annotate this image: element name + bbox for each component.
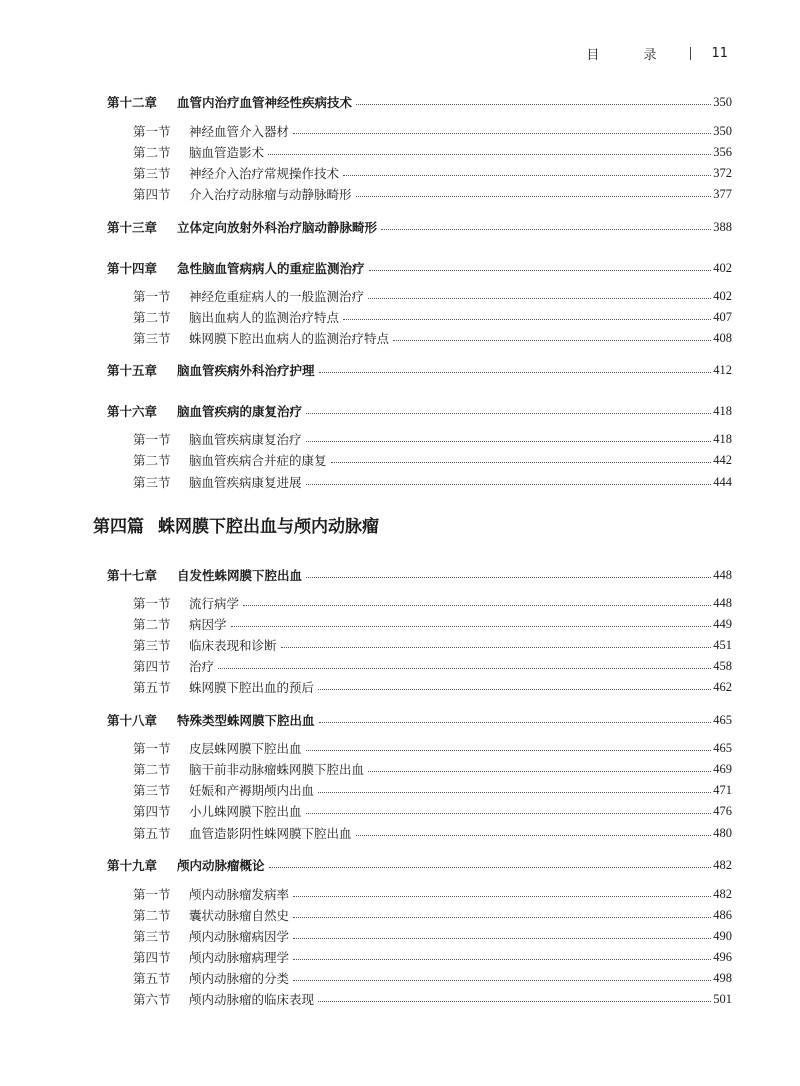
toc-section-entry — [0, 968, 800, 988]
toc-section-entry — [0, 926, 800, 946]
toc-chapter-entry — [0, 92, 800, 112]
entry-title: 颅内动脉瘤的临床表现 — [189, 992, 315, 1007]
part-heading — [93, 512, 379, 537]
entry-title: 颅内动脉瘤概论 — [177, 858, 265, 873]
dot-leader — [306, 413, 711, 414]
dot-leader — [306, 484, 712, 485]
entry-title: 自发性蛛网膜下腔出血 — [177, 568, 303, 583]
entry-number: 第六节 — [133, 992, 171, 1007]
entry-page-number: 350 — [713, 94, 732, 109]
dot-leader — [331, 462, 712, 463]
entry-number: 第二节 — [133, 762, 171, 777]
toc-section-entry — [0, 593, 800, 613]
entry-title: 蛛网膜下腔出血的预后 — [189, 680, 315, 695]
entry-title: 临床表现和诊断 — [189, 638, 277, 653]
dot-leader — [306, 577, 711, 578]
entry-number: 第一节 — [133, 596, 171, 611]
entry-page-number: 486 — [713, 907, 732, 922]
entry-page-number: 465 — [713, 740, 732, 755]
dot-leader — [393, 340, 711, 341]
entry-title: 脑出血病人的监测治疗特点 — [189, 310, 340, 325]
toc-section-entry — [0, 328, 800, 348]
entry-title: 皮层蛛网膜下腔出血 — [189, 741, 302, 756]
toc-section-entry — [0, 677, 800, 697]
part-title: 蛛网膜下腔出血与颅内动脉瘤 — [158, 517, 379, 537]
entry-page-number: 350 — [713, 123, 732, 138]
dot-leader — [381, 229, 711, 230]
dot-leader — [306, 813, 712, 814]
entry-title: 颅内动脉瘤发病率 — [189, 887, 290, 902]
toc-section-entry — [0, 780, 800, 800]
entry-number: 第五节 — [133, 971, 171, 986]
toc-section-entry — [0, 429, 800, 449]
entry-number: 第四节 — [133, 659, 171, 674]
entry-number: 第五节 — [133, 680, 171, 695]
entry-title: 流行病学 — [189, 596, 240, 611]
entry-number: 第五节 — [133, 826, 171, 841]
entry-number: 第四节 — [133, 950, 171, 965]
entry-title: 病因学 — [189, 617, 227, 632]
entry-number: 第十六章 — [107, 404, 158, 419]
header-title: 目 录 — [586, 48, 677, 63]
entry-page-number: 490 — [713, 928, 732, 943]
entry-number: 第二节 — [133, 617, 171, 632]
entry-title: 小儿蛛网膜下腔出血 — [189, 804, 302, 819]
entry-title: 脑血管疾病康复治疗 — [189, 432, 302, 447]
toc-section-entry — [0, 656, 800, 676]
entry-number: 第三节 — [133, 783, 171, 798]
entry-number: 第一节 — [133, 289, 171, 304]
dot-leader — [356, 835, 712, 836]
dot-leader — [293, 938, 711, 939]
toc-chapter-entry — [0, 217, 800, 237]
dot-leader — [293, 959, 711, 960]
entry-title: 血管造影阴性蛛网膜下腔出血 — [189, 826, 352, 841]
entry-title: 蛛网膜下腔出血病人的监测治疗特点 — [189, 331, 390, 346]
entry-page-number: 462 — [713, 679, 732, 694]
entry-number: 第十八章 — [107, 713, 158, 728]
toc-chapter-entry — [0, 855, 800, 875]
part-number: 第四篇 — [93, 517, 144, 537]
entry-number: 第一节 — [133, 887, 171, 902]
toc-section-entry — [0, 884, 800, 904]
entry-page-number: 356 — [713, 144, 732, 159]
entry-number: 第十九章 — [107, 858, 158, 873]
entry-title: 脑血管疾病的康复治疗 — [177, 404, 303, 419]
dot-leader — [243, 605, 711, 606]
running-header — [586, 44, 728, 63]
entry-title: 脑血管疾病康复进展 — [189, 475, 302, 490]
entry-title: 脑血管疾病合并症的康复 — [189, 453, 327, 468]
dot-leader — [319, 722, 712, 723]
entry-title: 神经危重症病人的一般监测治疗 — [189, 289, 365, 304]
dot-leader — [293, 133, 711, 134]
dot-leader — [293, 980, 711, 981]
toc-section-entry — [0, 801, 800, 821]
entry-title: 颅内动脉瘤病理学 — [189, 950, 290, 965]
dot-leader — [281, 647, 712, 648]
entry-number: 第三节 — [133, 929, 171, 944]
entry-page-number: 412 — [713, 362, 732, 377]
dot-leader — [356, 196, 712, 197]
entry-number: 第三节 — [133, 331, 171, 346]
entry-number: 第二节 — [133, 310, 171, 325]
entry-page-number: 408 — [713, 330, 732, 345]
entry-page-number: 451 — [713, 637, 732, 652]
dot-leader — [369, 270, 712, 271]
dot-leader — [368, 771, 711, 772]
dot-leader — [269, 867, 712, 868]
dot-leader — [318, 792, 711, 793]
entry-title: 囊状动脉瘤自然史 — [189, 908, 290, 923]
entry-number: 第十七章 — [107, 568, 158, 583]
dot-leader — [306, 750, 712, 751]
entry-page-number: 480 — [713, 825, 732, 840]
entry-page-number: 449 — [713, 616, 732, 631]
entry-page-number: 407 — [713, 309, 732, 324]
toc-section-entry — [0, 121, 800, 141]
entry-page-number: 388 — [713, 219, 732, 234]
entry-number: 第四节 — [133, 804, 171, 819]
toc-section-entry — [0, 142, 800, 162]
entry-title: 颅内动脉瘤的分类 — [189, 971, 290, 986]
dot-leader — [356, 104, 711, 105]
toc-chapter-entry — [0, 401, 800, 421]
entry-number: 第一节 — [133, 124, 171, 139]
entry-number: 第二节 — [133, 908, 171, 923]
dot-leader — [368, 298, 711, 299]
entry-page-number: 496 — [713, 949, 732, 964]
entry-page-number: 465 — [713, 712, 732, 727]
toc-section-entry — [0, 614, 800, 634]
entry-title: 妊娠和产褥期颅内出血 — [189, 783, 315, 798]
toc-section-entry — [0, 823, 800, 843]
dot-leader — [293, 896, 711, 897]
entry-title: 颅内动脉瘤病因学 — [189, 929, 290, 944]
toc-section-entry — [0, 738, 800, 758]
entry-page-number: 442 — [713, 452, 732, 467]
entry-page-number: 448 — [713, 595, 732, 610]
entry-number: 第二节 — [133, 453, 171, 468]
entry-page-number: 476 — [713, 803, 732, 818]
toc-section-entry — [0, 759, 800, 779]
header-divider — [690, 47, 691, 60]
dot-leader — [268, 154, 711, 155]
entry-page-number: 418 — [713, 403, 732, 418]
entry-page-number: 458 — [713, 658, 732, 673]
dot-leader — [218, 668, 711, 669]
dot-leader — [231, 626, 712, 627]
entry-page-number: 482 — [713, 857, 732, 872]
toc-section-entry — [0, 905, 800, 925]
entry-number: 第一节 — [133, 432, 171, 447]
entry-number: 第三节 — [133, 638, 171, 653]
entry-number: 第二节 — [133, 145, 171, 160]
entry-page-number: 469 — [713, 761, 732, 776]
dot-leader — [343, 319, 711, 320]
toc-section-entry — [0, 989, 800, 1009]
entry-page-number: 372 — [713, 165, 732, 180]
entry-number: 第十四章 — [107, 261, 158, 276]
entry-page-number: 402 — [713, 260, 732, 275]
entry-title: 脑血管疾病外科治疗护理 — [177, 363, 315, 378]
entry-title: 特殊类型蛛网膜下腔出血 — [177, 713, 315, 728]
entry-title: 急性脑血管病病人的重症监测治疗 — [177, 261, 365, 276]
entry-title: 治疗 — [189, 659, 215, 674]
entry-title: 血管内治疗血管神经性疾病技术 — [177, 95, 353, 110]
entry-page-number: 402 — [713, 288, 732, 303]
entry-title: 脑干前非动脉瘤蛛网膜下腔出血 — [189, 762, 365, 777]
entry-title: 脑血管造影术 — [189, 145, 265, 160]
entry-title: 神经介入治疗常规操作技术 — [189, 166, 340, 181]
entry-title: 介入治疗动脉瘤与动静脉畸形 — [189, 187, 352, 202]
toc-section-entry — [0, 286, 800, 306]
dot-leader — [293, 917, 711, 918]
toc-section-entry — [0, 184, 800, 204]
entry-page-number: 377 — [713, 186, 732, 201]
toc-section-entry — [0, 163, 800, 183]
entry-number: 第十二章 — [107, 95, 158, 110]
entry-number: 第四节 — [133, 187, 171, 202]
toc-section-entry — [0, 947, 800, 967]
toc-chapter-entry — [0, 258, 800, 278]
dot-leader — [318, 689, 711, 690]
entry-page-number: 471 — [713, 782, 732, 797]
entry-number: 第十五章 — [107, 363, 158, 378]
dot-leader — [318, 1001, 711, 1002]
toc-section-entry — [0, 472, 800, 492]
toc-chapter-entry — [0, 565, 800, 585]
entry-page-number: 498 — [713, 970, 732, 985]
entry-page-number: 444 — [713, 474, 732, 489]
dot-leader — [319, 372, 712, 373]
toc-chapter-entry — [0, 710, 800, 730]
entry-number: 第三节 — [133, 475, 171, 490]
entry-number: 第三节 — [133, 166, 171, 181]
toc-section-entry — [0, 307, 800, 327]
entry-page-number: 501 — [713, 991, 732, 1006]
dot-leader — [306, 441, 712, 442]
entry-page-number: 418 — [713, 431, 732, 446]
entry-title: 立体定向放射外科治疗脑动静脉畸形 — [177, 220, 378, 235]
dot-leader — [343, 175, 711, 176]
toc-chapter-entry — [0, 360, 800, 380]
entry-page-number: 448 — [713, 567, 732, 582]
entry-title: 神经血管介入器材 — [189, 124, 290, 139]
toc-section-entry — [0, 635, 800, 655]
entry-number: 第一节 — [133, 741, 171, 756]
entry-page-number: 482 — [713, 886, 732, 901]
entry-number: 第十三章 — [107, 220, 158, 235]
toc-section-entry — [0, 450, 800, 470]
header-page-number: 11 — [711, 46, 728, 61]
